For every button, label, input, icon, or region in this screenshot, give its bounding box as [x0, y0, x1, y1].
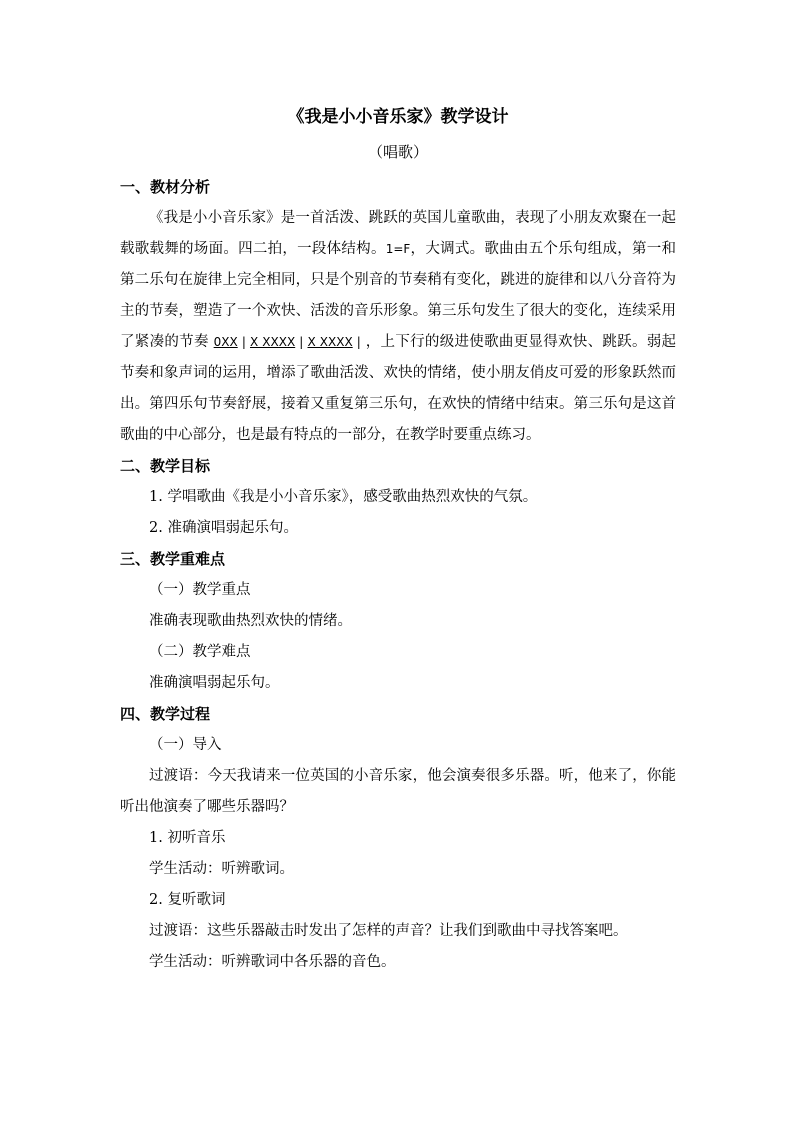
process-subheading-intro: （一）导入	[149, 737, 222, 753]
difficulty-text: 准确演唱弱起乐句。	[149, 675, 280, 691]
analysis-text-part3: ，上下行的级进使歌曲更显得欢快、跳跃。弱起节奏和象声词的运用，增添了歌曲活泼、欢快的情绪，使小朋友俏皮可爱的形象跃然而出。第四乐句节奏舒展，接着又重复第三乐句，在欢快的情绪中结束。第三乐句是这首歌曲的中心部分，也是最有特点的一部分，在教学时要重点练习。	[120, 334, 677, 443]
process-step-1: 1. 初听音乐	[149, 830, 226, 846]
student-activity-1: 学生活动：听辨歌词。	[149, 861, 294, 877]
document-subtitle: （唱歌）	[367, 143, 428, 161]
document-page	[120, 104, 676, 978]
analysis-text-part2: ，大调式。歌曲由五个乐句组成，第一和第二乐句在旋律上完全相同，只是个别音的节奏稍有变化，跳进的旋律和以八分音符为主的节奏，塑造了一个欢快、活泼的音乐形象。第三乐句发生了很大的变化，连续采用了紧凑的节奏	[120, 241, 676, 350]
section-heading-process: 四、教学过程	[120, 705, 211, 723]
section-heading-goals: 二、教学目标	[120, 457, 211, 475]
bar-separator-3: |	[352, 335, 361, 349]
rhythm-pattern-1: 0XX	[213, 335, 238, 349]
transition-text-2: 过渡语：这些乐器敲击时发出了怎样的声音？让我们到歌曲中寻找答案吧。	[149, 923, 628, 939]
process-step-2: 2. 复听歌词	[149, 892, 226, 908]
goal-item-1: 1. 学唱歌曲《我是小小音乐家》，感受歌曲热烈欢快的气氛。	[149, 489, 538, 505]
key-signature: 1=F	[385, 242, 411, 256]
difficulty-subheading: （二）教学难点	[149, 644, 251, 660]
bar-separator-1: |	[237, 335, 250, 349]
bar-separator-2: |	[295, 335, 308, 349]
document-title: 《我是小小音乐家》教学设计	[287, 107, 509, 127]
goal-item-2: 2. 准确演唱弱起乐句。	[149, 520, 298, 536]
analysis-text-part1: 《我是小小音乐家》是一首活泼、跳跃的英国儿童歌曲，表现了小朋友欢聚在一起载歌载舞的场面。四二拍，一段体结构。	[120, 210, 676, 257]
section-heading-analysis: 一、教材分析	[120, 178, 211, 196]
analysis-paragraph	[120, 203, 676, 451]
key-point-text: 准确表现歌曲热烈欢快的情绪。	[149, 613, 352, 629]
student-activity-2: 学生活动：听辨歌词中各乐器的音色。	[149, 954, 396, 970]
key-point-subheading: （一）教学重点	[149, 582, 251, 598]
transition-text-1: 过渡语：今天我请来一位英国的小音乐家，他会演奏很多乐器。听，他来了，你能听出他演奏了哪些乐器吗？	[120, 768, 676, 815]
section-heading-key-points: 三、教学重难点	[120, 550, 226, 568]
rhythm-pattern-3: X XXXX	[307, 335, 353, 349]
rhythm-pattern-2: X XXXX	[249, 335, 296, 349]
